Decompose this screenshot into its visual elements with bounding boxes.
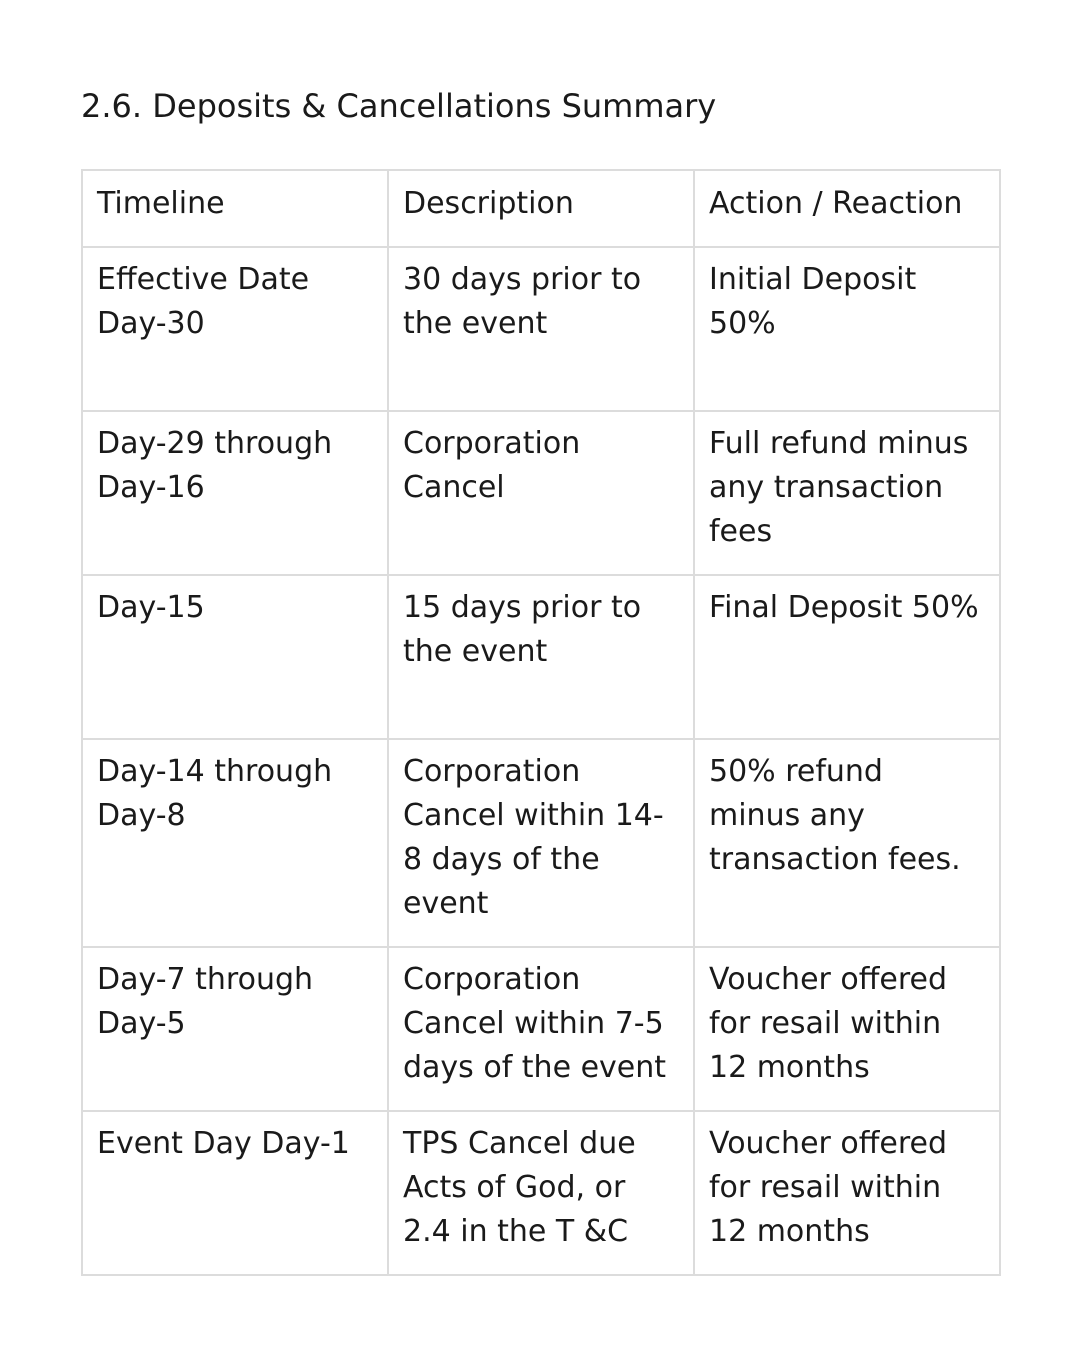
table-row bbox=[82, 947, 1000, 1111]
action-cell bbox=[694, 247, 1000, 411]
description-text: Corporation Cancel bbox=[403, 426, 581, 505]
action-text: Initial Deposit 50% bbox=[709, 262, 917, 341]
action-text: Full refund minus any transaction fees bbox=[709, 426, 969, 549]
timeline-text: Day-15 bbox=[97, 590, 205, 625]
timeline-cell bbox=[82, 1111, 388, 1275]
timeline-cell bbox=[82, 411, 388, 575]
header-description-label: Description bbox=[403, 186, 574, 221]
header-action bbox=[694, 170, 1000, 247]
timeline-text: Day-7 through Day-5 bbox=[97, 962, 314, 1041]
deposits-cancellations-table bbox=[81, 169, 1001, 1276]
description-cell bbox=[388, 247, 694, 411]
header-action-label: Action / Reaction bbox=[709, 186, 963, 221]
action-cell bbox=[694, 1111, 1000, 1275]
action-cell bbox=[694, 575, 1000, 739]
description-cell bbox=[388, 575, 694, 739]
description-cell bbox=[388, 739, 694, 947]
action-text: Final Deposit 50% bbox=[709, 590, 979, 625]
action-cell bbox=[694, 947, 1000, 1111]
timeline-text: Event Day Day-1 bbox=[97, 1126, 350, 1161]
description-cell bbox=[388, 947, 694, 1111]
action-cell bbox=[694, 739, 1000, 947]
table-row bbox=[82, 411, 1000, 575]
timeline-cell bbox=[82, 947, 388, 1111]
table-row bbox=[82, 575, 1000, 739]
action-cell bbox=[694, 411, 1000, 575]
action-text: 50% refund minus any transaction fees. bbox=[709, 754, 961, 877]
description-text: 30 days prior to the event bbox=[403, 262, 642, 341]
description-text: 15 days prior to the event bbox=[403, 590, 642, 669]
header-timeline-label: Timeline bbox=[97, 186, 225, 221]
section-title: 2.6. Deposits & Cancellations Summary bbox=[81, 87, 717, 125]
action-text: Voucher offered for resail within 12 months bbox=[709, 962, 948, 1085]
timeline-cell bbox=[82, 575, 388, 739]
description-cell bbox=[388, 1111, 694, 1275]
timeline-cell bbox=[82, 247, 388, 411]
header-description bbox=[388, 170, 694, 247]
header-timeline bbox=[82, 170, 388, 247]
description-cell bbox=[388, 411, 694, 575]
timeline-cell bbox=[82, 739, 388, 947]
table-row bbox=[82, 247, 1000, 411]
description-text: Corporation Cancel within 7-5 days of the event bbox=[403, 962, 667, 1085]
description-text: Corporation Cancel within 14- 8 days of the event bbox=[403, 754, 664, 921]
timeline-text: Effective Date Day-30 bbox=[97, 262, 310, 341]
description-text: TPS Cancel due Acts of God, or 2.4 in the T &C bbox=[403, 1126, 636, 1249]
table-row bbox=[82, 1111, 1000, 1275]
timeline-text: Day-29 through Day-16 bbox=[97, 426, 333, 505]
table-row bbox=[82, 739, 1000, 947]
action-text: Voucher offered for resail within 12 months bbox=[709, 1126, 948, 1249]
table-header-row bbox=[82, 170, 1000, 247]
timeline-text: Day-14 through Day-8 bbox=[97, 754, 333, 833]
